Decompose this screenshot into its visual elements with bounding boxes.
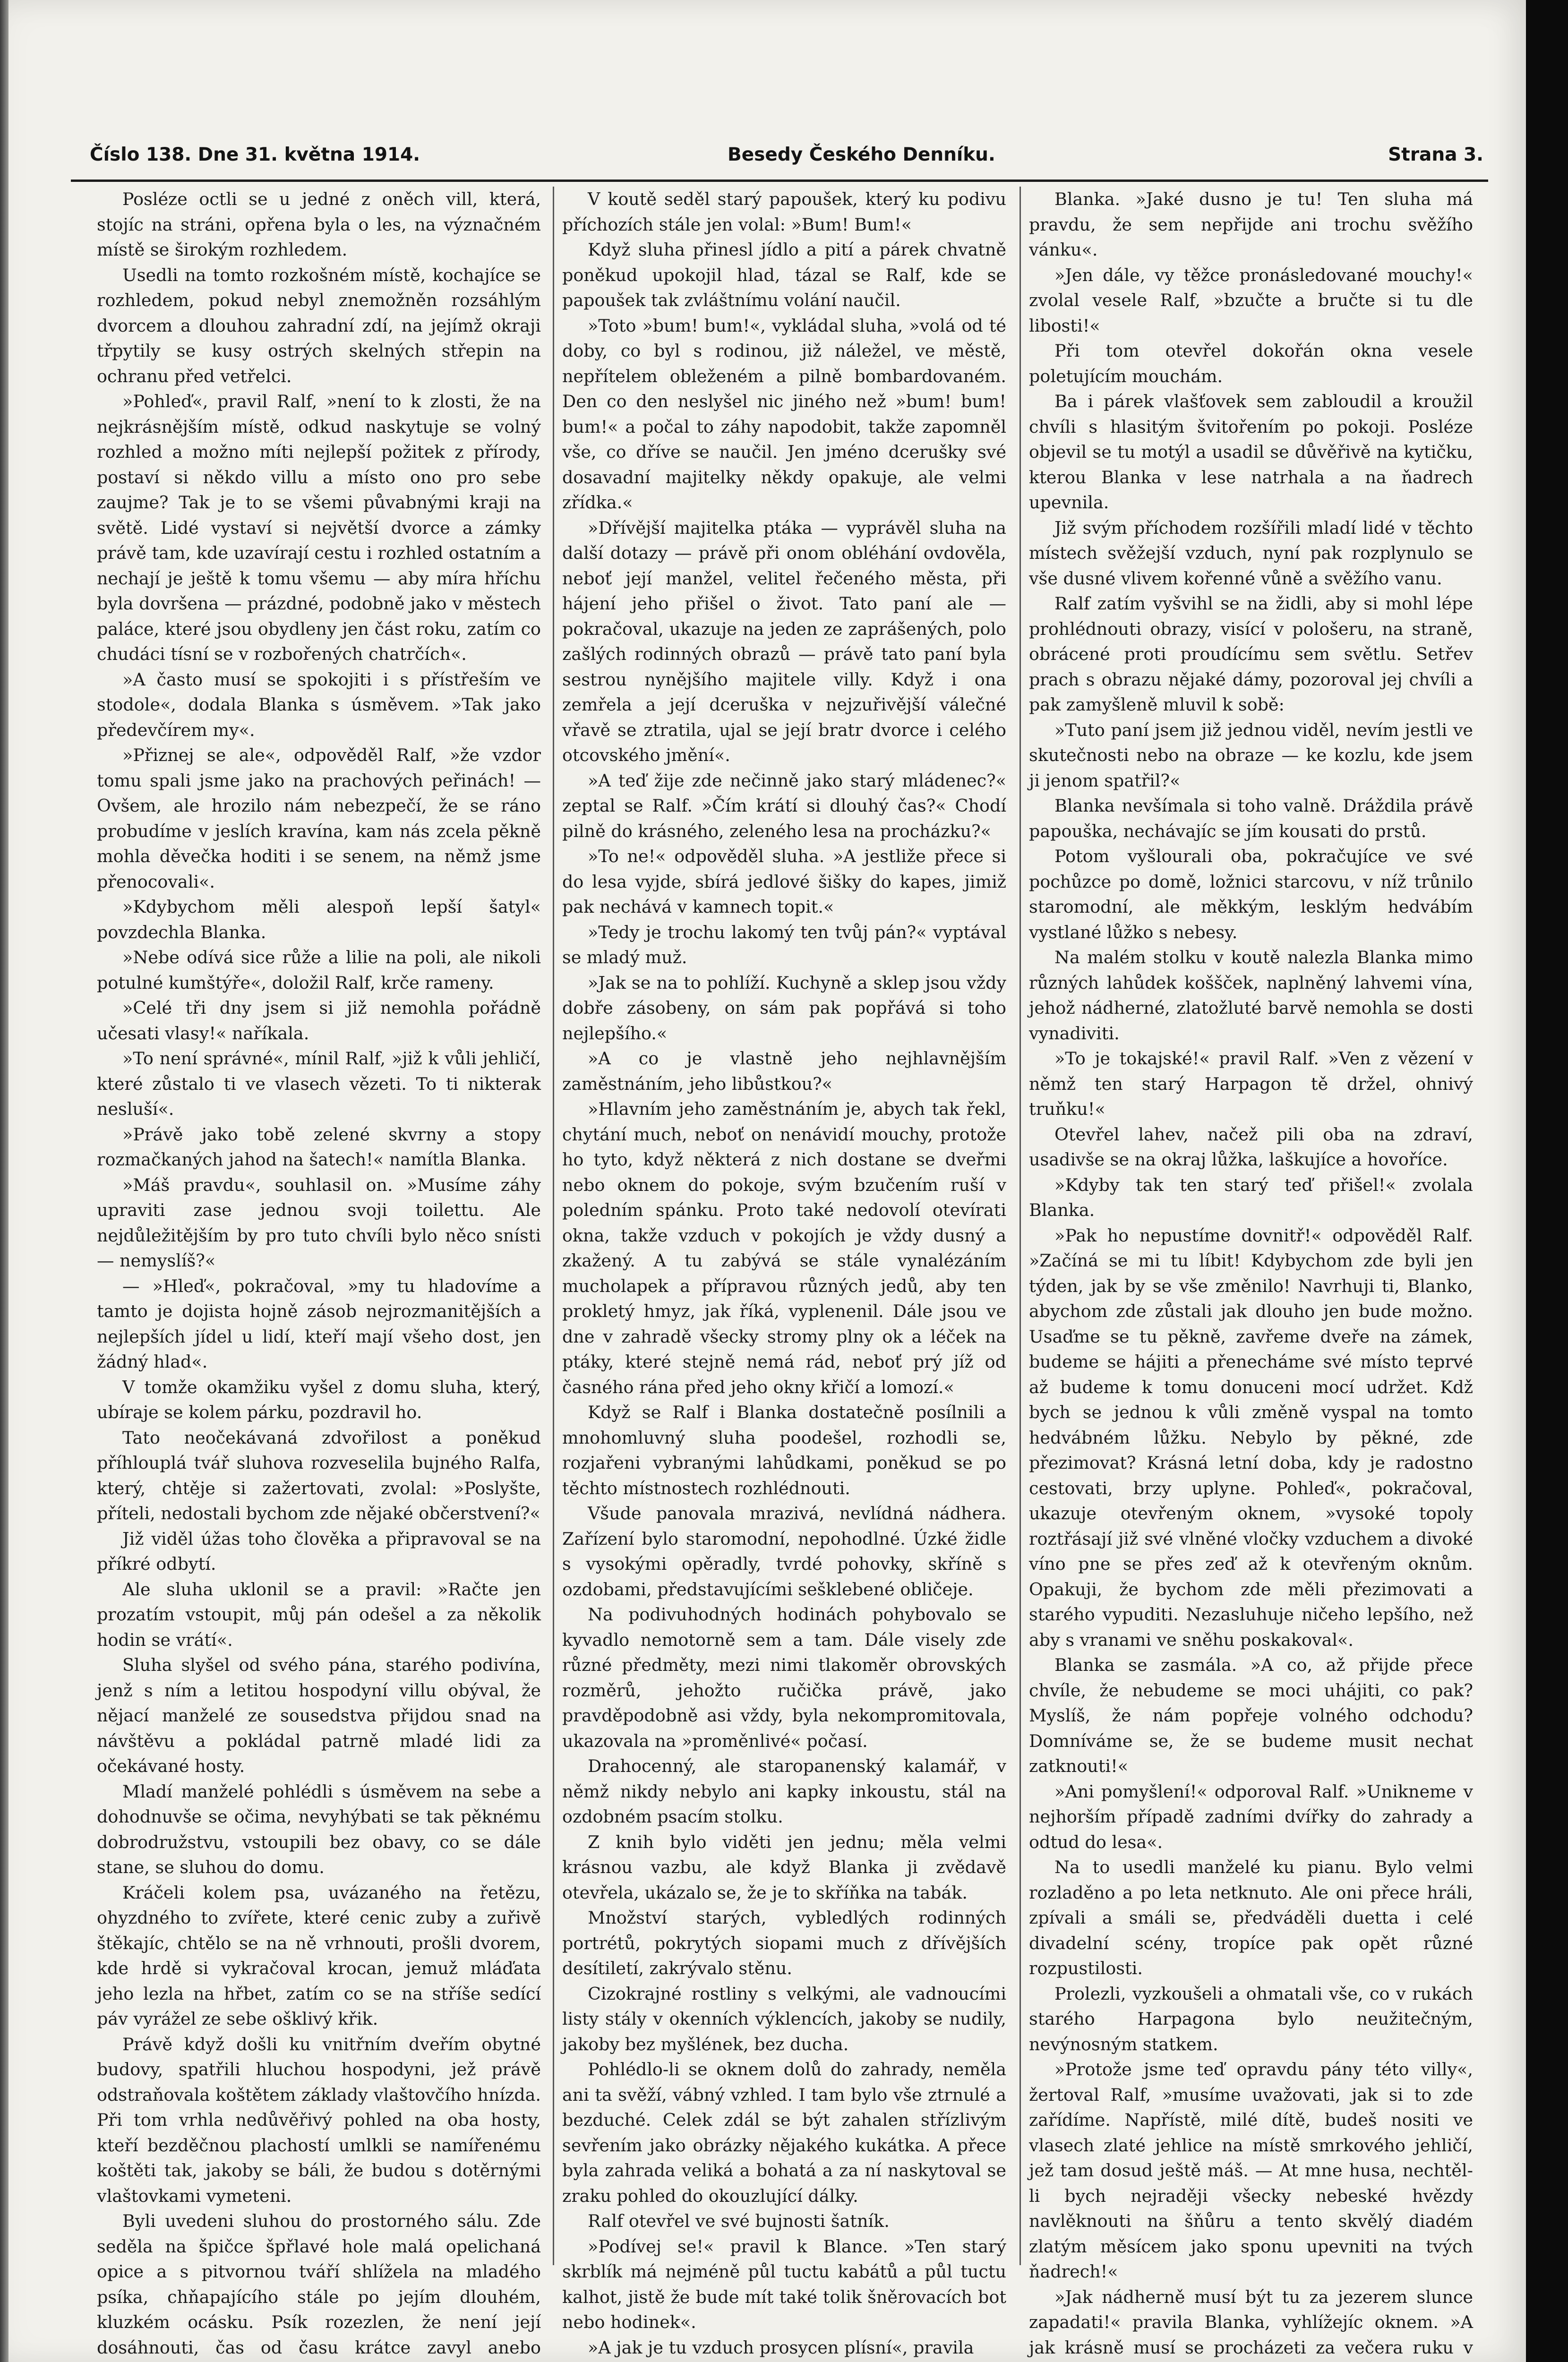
paragraph: »To není správné«, mínil Ralf, »již k vůli jehličí, které zůstalo ti ve vlasech vězeti. To ti nikterak nesluší«.: [97, 1048, 541, 1119]
paragraph: Cizokrajné rostliny s velkými, ale vadnoucími listy stály v okenních výklencích, jakoby se nudily, jakoby bez myšlének, bez ducha.: [562, 1983, 1006, 2054]
paragraph: »To ne!« odpověděl sluha. »A jestliže přece si do lesa vyjde, sbírá jedlové šišky do kapes, jimiž pak nechává v kamnech topit.«: [562, 846, 1006, 917]
paragraph: V tomže okamžiku vyšel z domu sluha, který, ubíraje se kolem párku, pozdravil ho.: [97, 1377, 541, 1422]
paragraph: Posléze octli se u jedné z oněch vill, která, stojíc na stráni, opřena byla o les, na význačném místě se širokým rozhledem.: [97, 189, 541, 260]
header-rule: [71, 180, 1488, 182]
paragraph: »Pak ho nepustíme dovnitř!« odpověděl Ralf. »Začíná se mi tu líbit! Kdybychom zde byli jen týden, jak by se vše změnilo! Navrhuji ti, Blanko, abychom zde zůstali jak dlouho jen bude možno. Usaďme se tu pěkně, zavřeme dveře na zámek, budeme se hájiti a přenecháme své místo teprvé až budeme k tomu donuceni mocí udržet. Kdž bych se jednou k vůli změně vyspal na tomto hedvábném lůžku. Nebylo by pěkné, zde přezimovat? Krásná letní doba, kdy je radostno cestovati, brzy uplyne. Pohleď«, pokračoval, ukazuje otevřeným oknem, »vysoké topoly roztřásají již své vlněné vločky vzduchem a divoké víno pne se přes zeď až k otevřeným oknům. Opakuji, že bychom zde měli přezimovati a starého vypuditi. Nezasluhuje ničeho lepšího, než aby s vranami ve sněhu poskakoval«.: [1029, 1225, 1473, 1650]
paragraph: Potom vyšlourali oba, pokračujíce ve své pochůzce po domě, ložnici starcovu, v níž trůnilo staromodní, ale měkkým, lesklým hedvábím vystlané lůžko s nebesy.: [1029, 846, 1473, 942]
paragraph: »Podívej se!« pravil k Blance. »Ten starý skrblík má nejméně půl tuctu kabátů a půl tuctu kalhot, jistě že bude mít také tolik šněrovacích bot nebo hodinek«.: [562, 2236, 1006, 2332]
paragraph: »Celé tři dny jsem si již nemohla pořádně učesati vlasy!« naříkala.: [97, 998, 541, 1044]
paragraph: Pohlédlo-li se oknem dolů do zahrady, neměla ani ta svěží, vábný vzhled. I tam bylo vše ztrnulé a bezduché. Celek zdál se být zahalen střízlivým sevřením jako obrázky nějakého kukátka. A přece byla zahrada veliká a bohatá a za ní naskytoval se zraku pohled do okouzlující dálky.: [562, 2059, 1006, 2206]
column-separator: [1020, 187, 1021, 2265]
paragraph: »Máš pravdu«, souhlasil on. »Musíme záhy upraviti zase jednou svoji toilettu. Ale nejdůležitějším by pro tuto chvíli bylo něco snísti — nemyslíš?«: [97, 1174, 541, 1271]
paragraph: Mladí manželé pohlédli s úsměvem na sebe a dohodnuvše se očima, nevyhýbati se tak pěknému dobrodružstvu, vstoupili bez obavy, co se dále stane, se sluhou do domu.: [97, 1781, 541, 1877]
paragraph: Na to usedli manželé ku pianu. Bylo velmi rozladěno a po leta netknuto. Ale oni přece hráli, zpívali a smáli se, předváděli duetta i celé divadelní scény, tropíce pak opět různé rozpustilosti.: [1029, 1857, 1473, 1978]
paragraph: Sluha slyšel od svého pána, starého podivína, jenž s ním a letitou hospodyní villu obýval, že nějací manželé ze sousedstva přijdou snad na návštěvu a pokládal patrně mladé lidi za očekávané hosty.: [97, 1655, 541, 1776]
page-header: [71, 139, 1488, 172]
publication-title: Besedy Českého Denníku.: [728, 144, 995, 165]
text-column-2: [562, 187, 1006, 2358]
paragraph: Na podivuhodných hodinách pohybovalo se kyvadlo nemotorně sem a tam. Dále visely zde různé předměty, mezi nimi tlakoměr obrovských rozměrů, jehožto ručička právě, jako pravděpodobně asi vždy, byla nekompromitovala, ukazovala na »proměnlivé« počasí.: [562, 1604, 1006, 1751]
paragraph: Již svým příchodem rozšířili mladí lidé v těchto místech svěžejší vzduch, nyní pak rozplynulo se vše dusné vlivem kořenné vůně a svěžího vanu.: [1029, 517, 1473, 589]
paragraph: »To je tokajské!« pravil Ralf. »Ven z vězení v němž ten starý Harpagon tě držel, ohnivý truňku!«: [1029, 1048, 1473, 1119]
paragraph: Na malém stolku v koutě nalezla Blanka mimo různých lahůdek koššček, naplněný lahvemi vína, jehož nádherné, zlatožluté barvě nemohla se dosti vynadiviti.: [1029, 947, 1473, 1044]
text-column-1: [97, 187, 541, 2358]
paragraph: Drahocenný, ale staropanenský kalamář, v němž nikdy nebylo ani kapky inkoustu, stál na ozdobném psacím stolku.: [562, 1756, 1006, 1827]
paragraph: »Tuto paní jsem již jednou viděl, nevím jestli ve skutečnosti nebo na obraze — ke kozlu, kde jsem ji jenom spatřil?«: [1029, 719, 1473, 791]
page-number: Strana 3.: [1388, 144, 1483, 165]
paragraph: Prolezli, vyzkoušeli a ohmatali vše, co v rukách starého Harpagona bylo neužitečným, nevýnosným statkem.: [1029, 1983, 1473, 2054]
paragraph: Když sluha přinesl jídlo a pití a párek chvatně poněkud upokojil hlad, tázal se Ralf, kde se papoušek tak zvláštnímu volání naučil.: [562, 240, 1006, 310]
paragraph: Ralf otevřel ve své bujnosti šatník.: [588, 2211, 890, 2231]
paragraph: »Pohleď«, pravil Ralf, »není to k zlosti, že na nejkrásnějším místě, odkud naskytuje se volný rozhled a možno míti nejlepší požitek z přírody, postaví si někdo villu a místo ono pro sebe zaujme? Tak je to se všemi půvabnými kraji na světě. Lidé vystaví si největší dvorce a zámky právě tam, kde uzavírají cestu i rozhled ostatním a nechají je ještě k tomu všemu — aby míra hříchu byla dovršena — prázdné, podobně jako v městech paláce, které jsou obydleny jen část roku, zatím co chudáci tísní se v rozbořených chatrčích«.: [97, 391, 541, 664]
paragraph: Když se Ralf i Blanka dostatečně posílnili a mnohomluvný sluha poodešel, rozhodli se, rozjařeni vybranými lahůdkami, poněkud se po těchto místnostech rozhlédnouti.: [562, 1402, 1006, 1498]
paragraph: »Hlavním jeho zaměstnáním je, abych tak řekl, chytání much, neboť on nenávidí mouchy, protože ho tyto, když některá z nich dostane se dveřmi nebo oknem do pokoje, svým bzučením ruší v poledním spánku. Proto také nedovolí otevírati okna, takže vzduch v pokojích je vždy dusný a zkažený. A tu zabývá se stále vynalézáním mucholapek a přípravou různých jedů, aby ten prokletý hmyz, jak říká, vyplenenil. Dále jsou ve dne v zahradě všecky stromy plny ok a léček na ptáky, které stejně nemá rád, neboť prý jíž od časného rána před jeho okny křičí a lomozí.«: [562, 1099, 1006, 1397]
text-column-3: [1029, 187, 1473, 2358]
paragraph: Usedli na tomto rozkošném místě, kochajíce se rozhledem, pokud nebyl znemožněn rozsáhlým dvorcem a dlouhou zahradní zdí, na jejímž okraji třpytily se kusy ostrých skelných střepin na ochranu před vetřelci.: [97, 265, 541, 386]
paragraph: »Přiznej se ale«, odpověděl Ralf, »že vzdor tomu spali jsme jako na prachových peřinách! — Ovšem, ale hrozilo nám nebezpečí, že se ráno probudíme v jeslích kravína, kam nás zcela pěkně mohla děvečka hoditi i se senem, na němž jsme přenocovali«.: [97, 745, 541, 892]
paragraph: Tato neočekávaná zdvořilost a poněkud příhlouplá tvář sluhova rozveselila bujného Ralfa, který, chtěje si zažertovati, zvolal: »Poslyšte, příteli, nedostali bychom zde nějaké občerstvení?«: [97, 1427, 541, 1523]
paragraph: Z knih bylo viděti jen jednu; měla velmi krásnou vazbu, ale když Blanka ji zvědavě otevřela, ukázalo se, že je to skříňka na tabák.: [562, 1831, 1006, 1903]
paragraph: »A teď žije zde nečinně jako starý mládenec?« zeptal se Ralf. »Čím krátí si dlouhý čas?« Chodí pilně do krásného, zeleného lesa na procházku?«: [562, 770, 1006, 841]
page-edge: [0, 0, 9, 2362]
paragraph: »A co je vlastně jeho nejhlavnějším zaměstnáním, jeho libůstkou?«: [562, 1048, 1006, 1094]
paragraph: »Kdybychom měli alespoň lepší šatyl« povzdechla Blanka.: [97, 897, 541, 942]
paragraph: »Jen dále, vy těžce pronásledované mouchy!« zvolal vesele Ralf, »bzučte a bručte si tu dle libosti!«: [1029, 265, 1473, 336]
paragraph: Již viděl úžas toho člověka a připravoval se na příkré odbytí.: [97, 1528, 541, 1574]
paragraph: Blanka nevšímala si toho valně. Dráždila právě papouška, nechávajíc se jím kousati do prstů.: [1029, 796, 1473, 841]
paragraph: Blanka se zasmála. »A co, až přijde přece chvíle, že nebudeme se moci uhájiti, co pak? Myslíš, že nám popřeje volného odchodu? Domníváme se, že se budeme musit nechat zatknouti!«: [1029, 1655, 1473, 1776]
paragraph: »Jak se na to pohlíží. Kuchyně a sklep jsou vždy dobře zásobeny, on sám pak popřává si toho nejlepšího.«: [562, 972, 1006, 1044]
issue-date: Číslo 138. Dne 31. května 1914.: [90, 144, 420, 165]
paragraph: Ale sluha uklonil se a pravil: »Račte jen prozatím vstoupit, můj pán odešel a za několik hodin se vrátí«.: [97, 1579, 541, 1650]
paragraph: Všude panovala mrazivá, nevlídná nádhera. Zařízení bylo staromodní, nepohodlné. Úzké židle s vysokými opěradly, tvrdé pohovky, skříně s ozdobami, představujícími sešklebené obličeje.: [562, 1503, 1006, 1600]
paragraph: Otevřel lahev, načež pili oba na zdraví, usadivše se na okraj lůžka, laškujíce a hovoříce.: [1029, 1124, 1473, 1170]
paragraph: Kráčeli kolem psa, uvázaného na řetězu, ohyzdného to zvířete, které cenic zuby a zuřivě štěkajíc, chtělo se na ně vrhnouti, prošli dvorem, kde hrdě si vykračoval krocan, jemuž mláďata jeho lezla na hřbet, zatím co se na stříše sedící páv vyrážel ze sebe ošklivý křik.: [97, 1882, 541, 2029]
paragraph: »A jak je tu vzduch prosycen plísní«, pravila: [588, 2337, 974, 2358]
paragraph: »Protože jsme teď opravdu pány této villy«, žertoval Ralf, »musíme uvažovati, jak si to zde zařídíme. Napřístě, milé dítě, budeš nositi ve vlasech zlaté jehlice na místě smrkového jehličí, jež tam dosud ještě máš. — At mne husa, nechtěl-li bych nejraději všecky nebeské hvězdy navlěknouti na šňůru a tento skvělý diadém zlatým měsícem jako sponu upevniti na tvých ňadrech!«: [1029, 2059, 1473, 2282]
paragraph: »Toto »bum! bum!«, vykládal sluha, »volá od té doby, co byl s rodinou, již náležel, ve městě, nepřítelem obleženém a pilně bombardovaném. Den co den neslyšel nic jiného než »bum! bum! bum!« a počal to záhy napodobit, takže zapomněl vše, co dříve se naučil. Jen jméno dcerušky své dosavadní majitelky někdy opakuje, ale velmi zřídka.«: [562, 315, 1006, 513]
paragraph: Ralf zatím vyšvihl se na židli, aby si mohl lépe prohlédnouti obrazy, visící v pološeru, na straně, obrácené proti proudícímu sem světlu. Setřev prach s obrazu nějaké dámy, pozoroval jej chvíli a pak zamyšleně mluvil k sobě:: [1029, 593, 1473, 715]
paragraph: »Jak nádherně musí být tu za jezerem slunce zapadati!« pravila Blanka, vyhlížejíc oknem. »A jak krásně musí se procházeti za večera ruku v: [1029, 2286, 1473, 2358]
paragraph: »Dřívější majitelka ptáka — vyprávěl sluha na další dotazy — právě při onom obléhání ovdověla, neboť její manžel, velitel řečeného města, při hájení jeho přišel o život. Tato paní ale — pokračoval, ukazuje na jeden ze zaprášených, polo zašlých rodinných obrazů — právě tato paní byla sestrou nynějšího majitele villy. Když i ona zemřela a její dceruška v nejzuřivější válečné vřavě se ztratila, ujal se její bratr dvorce i celého otcovského jmění«.: [562, 517, 1006, 765]
paragraph: — »Hleď«, pokračoval, »my tu hladovíme a tamto je dojista hojně zásob nejrozmanitějších a nejlepších jídel u lidí, kteří mají všeho dost, jen žádný hlad«.: [97, 1275, 541, 1372]
paragraph: »Tedy je trochu lakomý ten tvůj pán?« vyptával se mladý muž.: [562, 922, 1006, 967]
paragraph: Ba i párek vlašťovek sem zabloudil a kroužil chvíli s hlasitým švitořením po pokoji. Posléze objevil se tu motýl a usadil se důvěřivě na kytičku, kterou Blanka v lese natrhala a na ňadrech upevnila.: [1029, 391, 1473, 513]
paragraph: Blanka. »Jaké dusno je tu! Ten sluha má pravdu, že sem nepřijde ani trochu svěžího vánku«.: [1029, 189, 1473, 260]
paragraph: »Nebe odívá sice růže a lilie na poli, ale nikoli potulné kumštýře«, doložil Ralf, krče rameny.: [97, 947, 541, 993]
paragraph: »Ani pomyšlení!« odporoval Ralf. »Unikneme v nejhorším případě zadními dvířky do zahrady a odtud do lesa«.: [1029, 1781, 1473, 1852]
paragraph: Byli uvedeni sluhou do prostorného sálu. Zde seděla na špičce špřlavé hole malá opelichaná opice a s pitvornou tváří shlížela na mladého psíka, chňapajícího stále po jejím dlouhém, kluzkém ocásku. Psík rozezlen, že není její dosáhnouti, čas od času krátce zavyl anebo: [97, 2211, 541, 2358]
paragraph: »Právě jako tobě zelené skvrny a stopy rozmačkaných jahod na šatech!« namítla Blanka.: [97, 1124, 541, 1170]
paragraph: Při tom otevřel dokořán okna vesele poletujícím mouchám.: [1029, 341, 1473, 386]
paragraph: Právě když došli ku vnitřním dveřím obytné budovy, spatřili hluchou hospodyni, jež právě odstraňovala koštětem základy vlaštovčího hnízda. Při tom vrhla nedůvěřivý pohled na oba hosty, kteří bezděčnou plachostí umlkli se namířenému koštěti tak, jakoby se báli, že budou s dotěrnými vlaštovkami vymeteni.: [97, 2034, 541, 2206]
paragraph: V koutě seděl starý papoušek, který ku podivu příchozích stále jen volal: »Bum! Bum!«: [562, 189, 1006, 235]
paragraph: »Kdyby tak ten starý teď přišel!« zvolala Blanka.: [1029, 1174, 1473, 1220]
paragraph: »A často musí se spokojiti i s přístřeším ve stodole«, dodala Blanka s úsměvem. »Tak jako předevčírem my«.: [97, 669, 541, 740]
column-separator: [553, 187, 554, 2265]
paragraph: Množství starých, vybledlých rodinných portrétů, pokrytých siopami much z dřívějších desítiletí, zakrývalo stěnu.: [562, 1908, 1006, 1978]
